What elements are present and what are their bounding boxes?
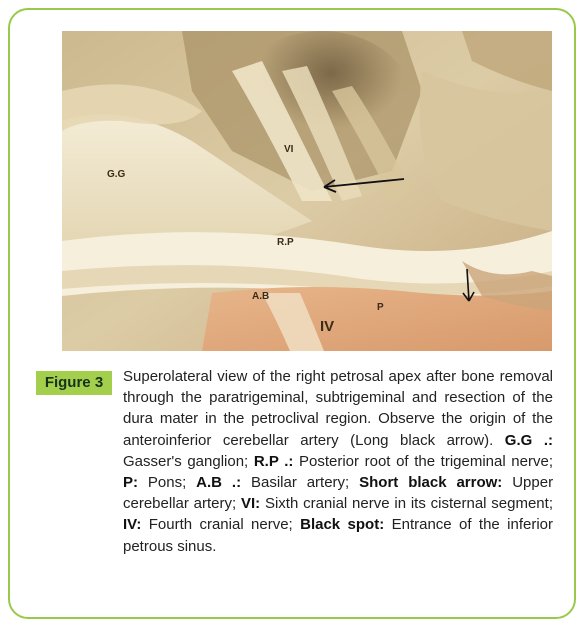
caption-desc: Entrance of the inferior petrous sinus. [123, 516, 553, 555]
label-rp: R.P [277, 237, 294, 248]
caption-desc: Posterior root of the trigeminal nerve; [298, 452, 553, 470]
caption-term: Short black arrow: [359, 474, 503, 492]
figure-tag: Figure 3 [36, 371, 112, 395]
label-iv: IV [320, 318, 335, 335]
caption-term: P: [123, 474, 138, 492]
label-p: P [377, 302, 384, 313]
figure-caption [123, 366, 553, 557]
caption-term: Black spot: [300, 516, 385, 534]
label-ab: A.B [252, 291, 270, 302]
caption-term: G.G .: [504, 431, 553, 449]
anatomical-photo [62, 31, 552, 351]
caption-term: A.B .: [196, 474, 242, 492]
caption-desc: Gasser's ganglion; [123, 452, 249, 470]
caption-term: IV: [123, 516, 142, 534]
caption-desc: Upper cerebellar artery; [123, 474, 554, 513]
label-gg: G.G [107, 169, 126, 180]
caption-term: R.P .: [253, 452, 294, 470]
caption-desc: Fourth cranial nerve; [148, 516, 293, 534]
caption-term: VI: [240, 495, 261, 513]
caption-desc: Sixth cranial nerve in its cisternal segment; [264, 495, 553, 513]
label-vi: VI [284, 144, 294, 155]
caption-intro: Superolateral view of the right petrosal apex after bone removal through the paratrigeminal, subtrigeminal and resection of the dura mater in the petroclival region. Observe the origin of the anteroinferior cerebellar artery (Long black arrow). [123, 368, 553, 449]
caption-desc: Basilar artery; [250, 474, 350, 492]
photo-drawing [62, 31, 552, 351]
caption-desc: Pons; [147, 474, 187, 492]
